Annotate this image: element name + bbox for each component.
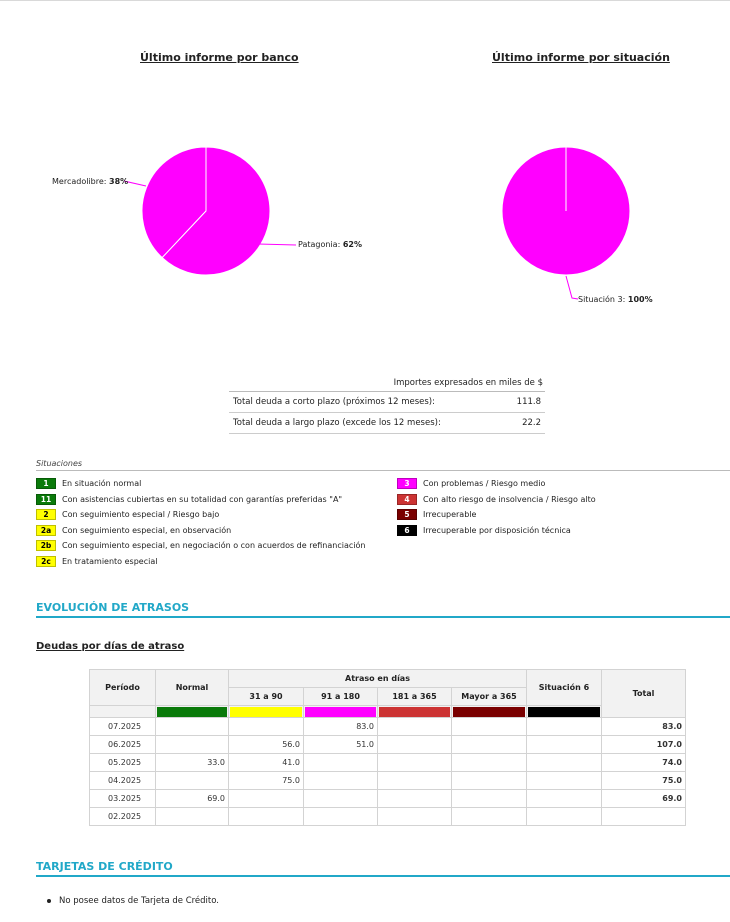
legend-item-2a: [36, 525, 231, 536]
tarjetas-text: No posee datos de Tarjeta de Crédito.: [59, 896, 220, 906]
legend-text: Con asistencias cubiertas en su totalidad con garantías preferidas "A": [62, 494, 343, 504]
cell-d91: [304, 754, 378, 772]
cell-d31: [229, 808, 304, 826]
situacion-badge: 2a: [36, 525, 56, 536]
cell-d31: 56.0: [229, 736, 304, 754]
cell-normal: [156, 772, 229, 790]
importes-value: 22.2: [522, 418, 541, 428]
situacion-badge: 6: [397, 525, 417, 536]
legend-item-2b: [36, 540, 365, 551]
cell-dmayor: [452, 772, 527, 790]
cell-dmayor: [452, 718, 527, 736]
cell-sit6: [527, 772, 602, 790]
importes-label: Total deuda a largo plazo (excede los 12 meses):: [233, 418, 441, 428]
col-periodo: Período: [90, 670, 156, 706]
cell-d31: 75.0: [229, 772, 304, 790]
deudas-subheading: Deudas por días de atraso: [36, 641, 185, 652]
cell-periodo: 06.2025: [90, 736, 156, 754]
cell-periodo: 07.2025: [90, 718, 156, 736]
legend-item-6: [397, 525, 571, 536]
col-181-365: 181 a 365: [378, 688, 452, 706]
legend-text: Con alto riesgo de insolvencia / Riesgo alto: [423, 494, 596, 504]
cell-d181: [378, 718, 452, 736]
table-row: [90, 772, 686, 790]
cell-periodo: 05.2025: [90, 754, 156, 772]
legend-item-5: [397, 509, 476, 520]
situacion-badge: 2b: [36, 540, 56, 551]
section-evolucion-divider: [36, 616, 730, 618]
cell-normal: [156, 808, 229, 826]
situacion-badge: 11: [36, 494, 56, 505]
cell-d91: 83.0: [304, 718, 378, 736]
color-bar-cell: [156, 706, 229, 718]
tarjetas-list-item: [47, 896, 219, 906]
pie-label-situacion-3: Situación 3: 100%: [578, 295, 653, 304]
section-tarjetas-heading: TARJETAS DE CRÉDITO: [36, 860, 173, 873]
table-row: [90, 754, 686, 772]
situacion-badge: 1: [36, 478, 56, 489]
cell-d181: [378, 754, 452, 772]
cell-d91: [304, 808, 378, 826]
cell-total: 74.0: [602, 754, 686, 772]
legend-text: Con seguimiento especial / Riesgo bajo: [62, 510, 220, 520]
legend-item-2c: [36, 556, 157, 567]
pie-leader-line: [566, 276, 578, 299]
cell-periodo: 02.2025: [90, 808, 156, 826]
cell-d181: [378, 736, 452, 754]
cell-total: 75.0: [602, 772, 686, 790]
color-bar-cell: [527, 706, 602, 718]
cell-d31: [229, 790, 304, 808]
color-bar-cell: [378, 706, 452, 718]
importes-row-largo: [229, 413, 545, 434]
situaciones-divider: [36, 470, 730, 471]
col-91-180: 91 a 180: [304, 688, 378, 706]
cell-dmayor: [452, 754, 527, 772]
legend-text: Con seguimiento especial, en observación: [62, 525, 232, 535]
legend-text: Con problemas / Riesgo medio: [423, 479, 546, 488]
cell-total: 69.0: [602, 790, 686, 808]
chart-banco-title: Último informe por banco: [140, 51, 299, 64]
table-row: [90, 736, 686, 754]
color-swatch: [528, 707, 600, 717]
cell-dmayor: [452, 790, 527, 808]
legend-text: En tratamiento especial: [62, 557, 158, 566]
atrasos-table: [89, 669, 686, 826]
cell-total: 107.0: [602, 736, 686, 754]
cell-d181: [378, 808, 452, 826]
cell-total: 83.0: [602, 718, 686, 736]
importes-table: [229, 376, 545, 434]
situacion-badge: 2c: [36, 556, 56, 567]
col-situacion-6: Situación 6: [527, 670, 602, 706]
legend-item-11: [36, 494, 342, 505]
cell-periodo: 03.2025: [90, 790, 156, 808]
cell-d91: [304, 772, 378, 790]
cell-sit6: [527, 790, 602, 808]
cell-normal: 69.0: [156, 790, 229, 808]
color-swatch: [230, 707, 302, 717]
cell-normal: 33.0: [156, 754, 229, 772]
bullet-icon: [47, 899, 51, 903]
legend-item-4: [397, 494, 596, 505]
chart-situacion-title: Último informe por situación: [492, 51, 670, 64]
legend-item-2: [36, 509, 219, 520]
color-bar-empty: [90, 706, 156, 718]
situacion-badge: 4: [397, 494, 417, 505]
col-total: Total: [602, 670, 686, 718]
cell-dmayor: [452, 736, 527, 754]
section-evolucion-heading: EVOLUCIÓN DE ATRASOS: [36, 601, 190, 614]
legend-text: En situación normal: [62, 479, 142, 488]
importes-row-corto: [229, 392, 545, 413]
pie-leader-line: [258, 244, 296, 245]
pie-label-mercadolibre: Mercadolibre: 38%: [52, 177, 129, 186]
col-atraso-group: Atraso en días: [229, 670, 527, 688]
color-swatch: [305, 707, 376, 717]
color-swatch: [379, 707, 450, 717]
situaciones-title: Situaciones: [36, 459, 83, 468]
cell-sit6: [527, 736, 602, 754]
legend-text: Con seguimiento especial, en negociación o con acuerdos de refinanciación: [62, 541, 366, 551]
color-bar-cell: [304, 706, 378, 718]
cell-periodo: 04.2025: [90, 772, 156, 790]
color-swatch: [157, 707, 227, 717]
cell-d91: [304, 790, 378, 808]
color-swatch: [453, 707, 525, 717]
table-row: [90, 790, 686, 808]
pie-label-patagonia: Patagonia: 62%: [298, 240, 362, 249]
color-bar-cell: [452, 706, 527, 718]
cell-d91: 51.0: [304, 736, 378, 754]
importes-note: Importes expresados en miles de $: [229, 376, 545, 392]
cell-dmayor: [452, 808, 527, 826]
cell-normal: [156, 736, 229, 754]
table-row: [90, 808, 686, 826]
legend-text: Irrecuperable por disposición técnica: [423, 525, 571, 535]
cell-d181: [378, 772, 452, 790]
legend-text: Irrecuperable: [423, 510, 477, 520]
color-bar-row: [90, 706, 686, 718]
cell-sit6: [527, 718, 602, 736]
col-mayor-365: Mayor a 365: [452, 688, 527, 706]
cell-d181: [378, 790, 452, 808]
importes-label: Total deuda a corto plazo (próximos 12 meses):: [233, 397, 435, 407]
situacion-badge: 3: [397, 478, 417, 489]
cell-d31: 41.0: [229, 754, 304, 772]
situacion-badge: 2: [36, 509, 56, 520]
legend-item-3: [397, 478, 545, 489]
cell-d31: [229, 718, 304, 736]
col-31-90: 31 a 90: [229, 688, 304, 706]
section-tarjetas-divider: [36, 875, 730, 877]
cell-sit6: [527, 754, 602, 772]
table-row: [90, 718, 686, 736]
legend-item-1: [36, 478, 141, 489]
color-bar-cell: [229, 706, 304, 718]
cell-total: [602, 808, 686, 826]
importes-value: 111.8: [516, 397, 541, 407]
cell-normal: [156, 718, 229, 736]
col-normal: Normal: [156, 670, 229, 706]
cell-sit6: [527, 808, 602, 826]
situacion-badge: 5: [397, 509, 417, 520]
